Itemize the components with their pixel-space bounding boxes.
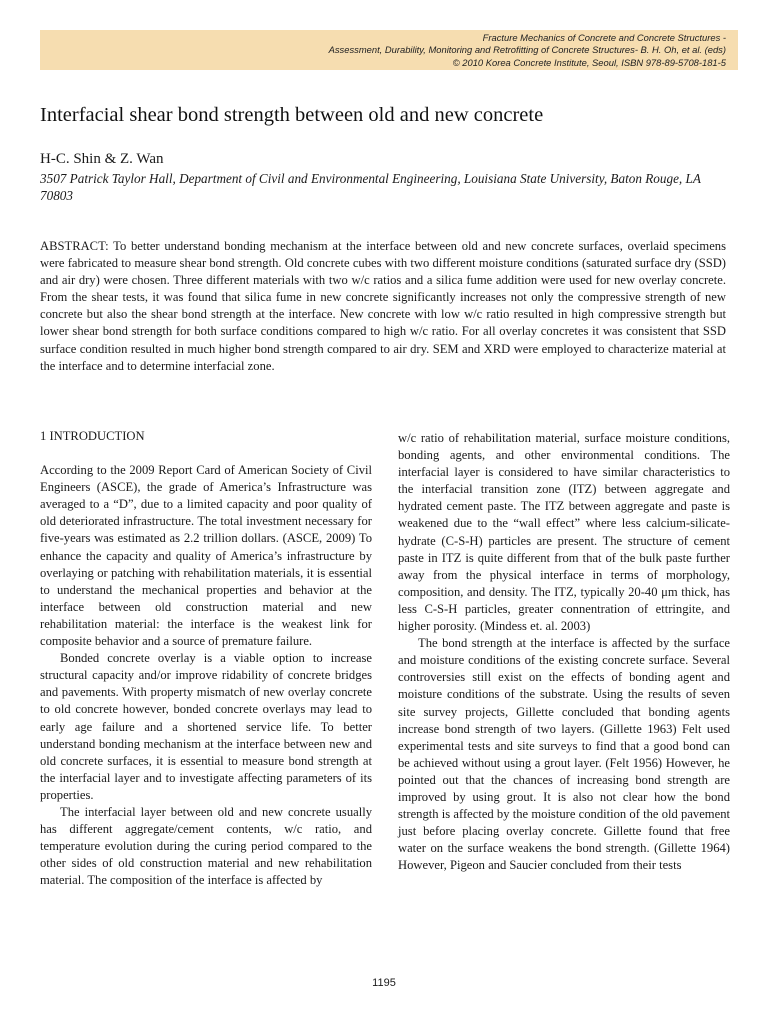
paragraph: The interfacial layer between old and new concrete usually has different aggregate/cement contents, w/c ratio, and temperature evolution during the curing period compared to the other sides of old construction material and new rehabilitation material. The composition of the interface is affected by [40, 804, 372, 888]
paragraph: w/c ratio of rehabilitation material, surface moisture conditions, bonding agents, and other environmental conditions. The interfacial layer is considered to have similar characteristics to the interfacial transition zone (ITZ) between aggregate and hydrated cement paste. The ITZ between aggregate and paste is weakened due to the “wall effect” where less calcium-silicate-hydrate (C-S-H) particles are present. The structure of cement paste in ITZ is quite different from that of the bulk paste further away from the physical interface in terms of morphology, composition, and density. The ITZ, typically 20-40 μm thick, has less C-S-H particles, greater connentration of ettringite, and higher porosity. (Mindess et. al. 2003) [398, 431, 730, 634]
header-line-1: Fracture Mechanics of Concrete and Concrete Structures - [482, 32, 726, 43]
paper-title: Interfacial shear bond strength between old and new concrete [40, 104, 544, 126]
left-column [40, 428, 372, 889]
section-heading: 1 INTRODUCTION [40, 429, 145, 443]
header-line-2: Assessment, Durability, Monitoring and Retrofitting of Concrete Structures- B. H. Oh, et al. (eds) [328, 44, 726, 56]
page-number: 1195 [372, 977, 396, 989]
affiliation: 3507 Patrick Taylor Hall, Department of Civil and Environmental Engineering, Louisiana State University, Baton Rouge, LA 70803 [40, 171, 701, 203]
paragraph: According to the 2009 Report Card of American Society of Civil Engineers (ASCE), the grade of America’s Infrastructure was averaged to a “D”, due to a limited capacity and poor quality of old deteriorated infrastructure. The total investment necessary for five-years was estimated as 2.2 trillion dollars. (ASCE, 2009) To enhance the capacity and quality of America’s infrastructure by overlaying or patching with rehabilitation materials, it is essential to understand the mechanical properties and behavior at the interface between old construction material and new rehabilitation material: the interface is the weakest link for composite behavior and a source of premature failure. [40, 463, 372, 649]
right-column [398, 430, 730, 874]
header-band [40, 30, 738, 70]
abstract: ABSTRACT: To better understand bonding mechanism at the interface between old and new concrete surfaces, overlaid specimens were fabricated to measure shear bond strength. Old concrete cubes with two different moisture conditions (saturated surface dry (SSD) and air dry) were chosen. Three different materials with two w/c ratios and a silica fume addition were used for new overlay concrete. From the shear tests, it was found that silica fume in new concrete significantly increases not only the compressive strength of new concrete but also the shear bond strength at the interface. New concrete with low w/c ratio resulted in high compressive strength but lower shear bond strength for both surface conditions compared to high w/c ratio. For all overlay concretes it was consistent that SSD surface condition resulted in much higher bond strength compared to air dry. SEM and XRD were employed to characterize material at the interface and to determine interfacial zone. [40, 239, 726, 373]
header-line-3: © 2010 Korea Concrete Institute, Seoul, ISBN 978-89-5708-181-5 [452, 56, 726, 68]
paragraph: Bonded concrete overlay is a viable option to increase structural capacity and/or improve ridability of concrete bridges and pavements. With property mismatch of new overlay concrete to old concrete however, bonded concrete overlays may lead to early age failure and a shortened service life. To better understand bonding mechanism at the interface between new and old concrete surfaces, it is essential to measure bond strength at the interfacial layer and to investigate affecting parameters of its properties. [40, 651, 372, 802]
authors: H-C. Shin & Z. Wan [40, 151, 164, 167]
paragraph: The bond strength at the interface is affected by the surface and moisture conditions of the existing concrete surface. Several controversies still exist on the effects of bonding agent and moisture conditions of the substrate. Using the results of seven site survey projects, Gillette concluded that bonding agents increase bond strength of two layers. (Gillette 1963) Felt used experimental tests and site surveys to find that a good bond can be achieved without using a grout layer. (Felt 1956) However, he pointed out that the chances of increasing bond strength are improved by using grout. It is also not clear how the bond strength is affected by the moisture condition of the old pavement just before placing overlay concrete. Gillette found that free water on the surface weakens the bond strength. (Gillette 1964) However, Pigeon and Saucier concluded from their tests [398, 636, 730, 873]
